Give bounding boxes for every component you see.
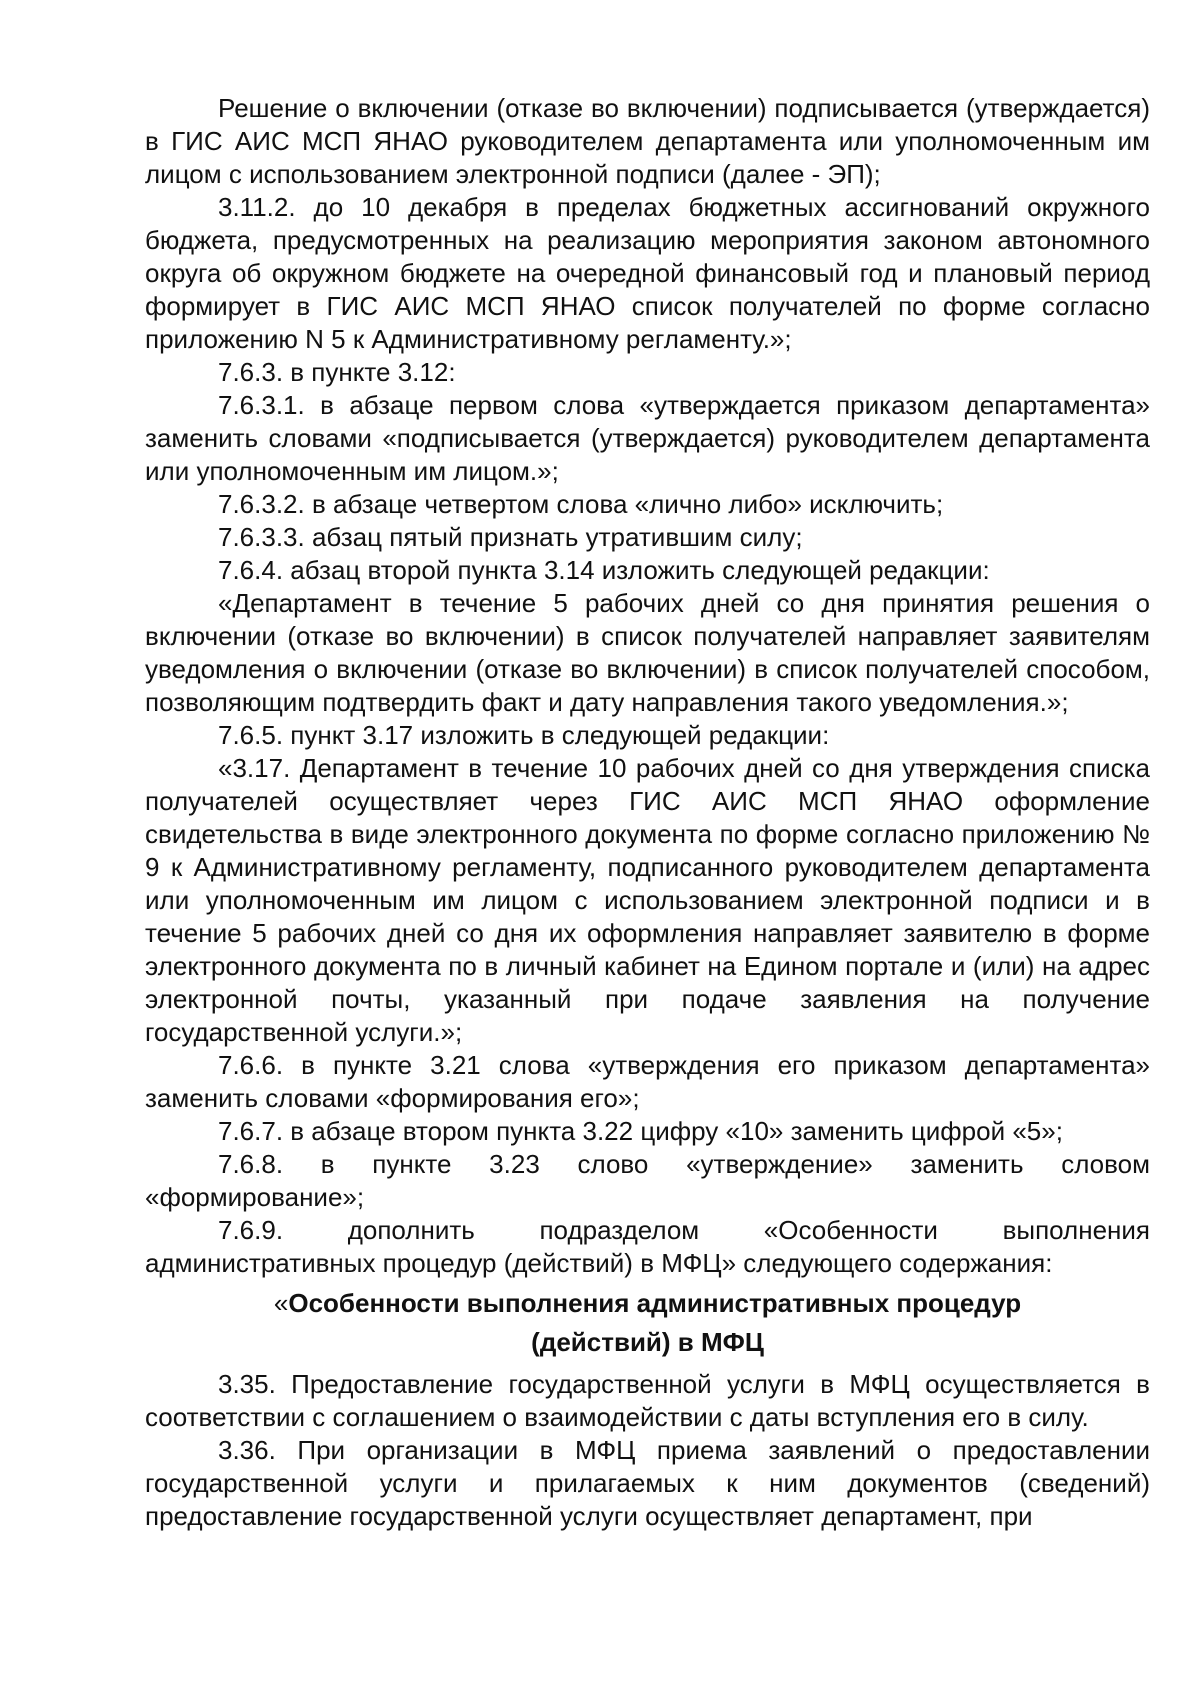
document-page <box>145 92 1150 1533</box>
paragraph: 3.36. При организации в МФЦ приема заявлений о предоставлении государственной услуги и прилагаемых к ним документов (сведений) предоставление государственной услуги осуществляет департамент, при <box>145 1435 1150 1531</box>
paragraph: 3.35. Предоставление государственной услуги в МФЦ осуществляется в соответствии с соглашением о взаимодействии с даты вступления его в силу. <box>145 1369 1150 1432</box>
section-heading <box>145 1284 1150 1362</box>
paragraph: 7.6.8. в пункте 3.23 слово «утверждение» заменить словом «формирование»; <box>145 1149 1150 1212</box>
heading-text-line-1: Особенности выполнения административных процедур <box>288 1288 1022 1318</box>
paragraph: 7.6.7. в абзаце втором пункта 3.22 цифру «10» заменить цифрой «5»; <box>218 1116 1063 1146</box>
paragraph: 7.6.5. пункт 3.17 изложить в следующей редакции: <box>218 720 830 750</box>
paragraph: 3.11.2. до 10 декабря в пределах бюджетных ассигнований окружного бюджета, предусмотренных на реализацию мероприятия законом автономного округа об окружном бюджете на очередной финансовый год и плановый период формирует в ГИС АИС МСП ЯНАО список получателей по форме согласно приложению N 5 к Административному регламенту.»; <box>145 192 1150 354</box>
paragraph: «Департамент в течение 5 рабочих дней со дня принятия решения о включении (отказе во включении) в список получателей направляет заявителям уведомления о включении (отказе во включении) в список получателей способом, позволяющим подтвердить факт и дату направления такого уведомления.»; <box>145 588 1150 717</box>
paragraph: 7.6.3.3. абзац пятый признать утратившим силу; <box>218 522 803 552</box>
paragraph: Решение о включении (отказе во включении) подписывается (утверждается) в ГИС АИС МСП ЯНАО руководителем департамента или уполномоченным им лицом с использованием электронной подписи (далее - ЭП); <box>145 93 1150 189</box>
paragraph: «3.17. Департамент в течение 10 рабочих дней со дня утверждения списка получателей осуществляет через ГИС АИС МСП ЯНАО оформление свидетельства в виде электронного документа по форме согласно приложению № 9 к Административному регламенту, подписанного руководителем департамента или уполномоченным им лицом с использованием электронной подписи и в течение 5 рабочих дней со дня их оформления направляет заявителю в форме электронного документа по в личный кабинет на Едином портале и (или) на адрес электронной почты, указанный при подаче заявления на получение государственной услуги.»; <box>145 753 1150 1047</box>
paragraph: 7.6.3. в пункте 3.12: <box>218 357 456 387</box>
section-heading-line-2: (действий) в МФЦ <box>531 1327 764 1357</box>
paragraph: 7.6.9. дополнить подразделом «Особенности выполнения административных процедур (действий) в МФЦ» следующего содержания: <box>145 1215 1150 1278</box>
section-heading-line-1 <box>145 1284 1150 1323</box>
paragraph: 7.6.3.2. в абзаце четвертом слова «лично либо» исключить; <box>218 489 944 519</box>
paragraph: 7.6.4. абзац второй пункта 3.14 изложить следующей редакции: <box>218 555 990 585</box>
paragraph: 7.6.3.1. в абзаце первом слова «утверждается приказом департамента» заменить словами «подписывается (утверждается) руководителем департамента или уполномоченным им лицом.»; <box>145 390 1150 486</box>
paragraph: 7.6.6. в пункте 3.21 слова «утверждения его приказом департамента» заменить словами «формирования его»; <box>145 1050 1150 1113</box>
heading-open-quote: « <box>273 1288 289 1318</box>
